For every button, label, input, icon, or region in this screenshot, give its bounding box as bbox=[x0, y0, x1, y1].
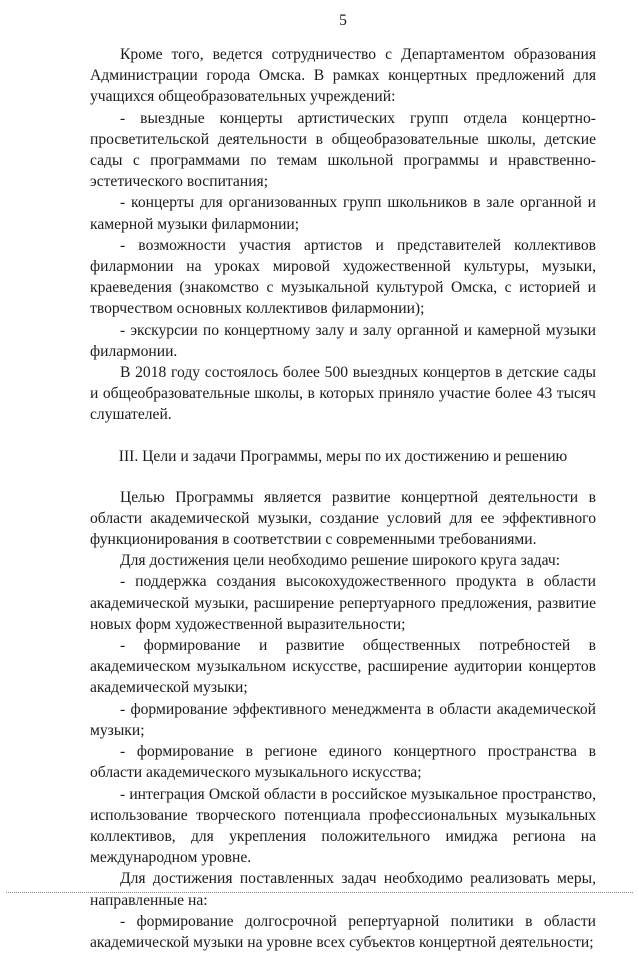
list-item-task-space: - формирование в регионе единого концертного пространства в области академического музыкального искусства; bbox=[90, 743, 596, 782]
list-item-group-concerts: - концерты для организованных групп школьников в зале органной и камерной музыки филармонии; bbox=[90, 194, 596, 233]
paragraph-measures-intro: Для достижения поставленных задач необходимо реализовать меры, направленные на: bbox=[90, 870, 596, 909]
section-heading: III. Цели и задачи Программы, меры по их достижению и решению bbox=[118, 447, 568, 465]
paragraph-tasks-intro: Для достижения цели необходимо решение широкого круга задач: bbox=[120, 552, 561, 570]
list-item-task-demand: - формирование и развитие общественных потребностей в академическом музыкальном искусстве, расширение аудитории концертов академической музыки; bbox=[90, 637, 596, 697]
paragraph-2018-stats: В 2018 году состоялось более 500 выездных концертов в детские сады и общеобразовательные школы, в которых приняло участие более 43 тысяч слушателей. bbox=[90, 364, 596, 424]
document-page bbox=[90, 0, 596, 951]
list-item-task-management: - формирование эффективного менеджмента в области академической музыки; bbox=[90, 700, 596, 739]
list-item-school-concerts: - выездные концерты артистических групп отдела концертно-просветительской деятельности в общеобразовательные школы, детские сады с программами по темам школьной программы и нравственно-эстетического воспитания; bbox=[90, 109, 596, 191]
list-item-task-integration: - интеграция Омской области в российское музыкальное пространство, использование творческого потенциала профессиональных музыкальных коллективов, для укрепления положительного имиджа региона на международном уровне. bbox=[90, 785, 596, 867]
paragraph-program-goal: Целью Программы является развитие концертной деятельности в области академической музыки, создание условий для ее эффективного функционирования в соответствии с современными требованиями. bbox=[90, 488, 596, 549]
document-body bbox=[90, 44, 596, 953]
page-number: 5 bbox=[339, 12, 347, 29]
list-item-measure-repertoire: - формирование долгосрочной репертуарной политики в области академической музыки на уровне всех субъектов концертной деятельности; bbox=[90, 912, 596, 951]
list-item-excursions: - экскурсии по концертному залу и залу органной и камерной музыки филармонии. bbox=[90, 321, 596, 360]
page-bottom-divider bbox=[6, 892, 633, 893]
paragraph-cooperation: Кроме того, ведется сотрудничество с Департаментом образования Администрации города Омска. В рамках концертных предложений для учащихся общеобразовательных учреждений: bbox=[90, 46, 596, 106]
list-item-task-product: - поддержка создания высокохудожественного продукта в области академической музыки, расширение репертуарного предложения, развитие новых форм художественной выразительности; bbox=[90, 573, 596, 633]
list-item-lessons-participation: - возможности участия артистов и представителей коллективов филармонии на уроках мировой художественной культуры, музыки, краеведения (знакомство с музыкальной культурой Омска, с историей и творчеством основных коллективов филармонии); bbox=[90, 236, 596, 318]
